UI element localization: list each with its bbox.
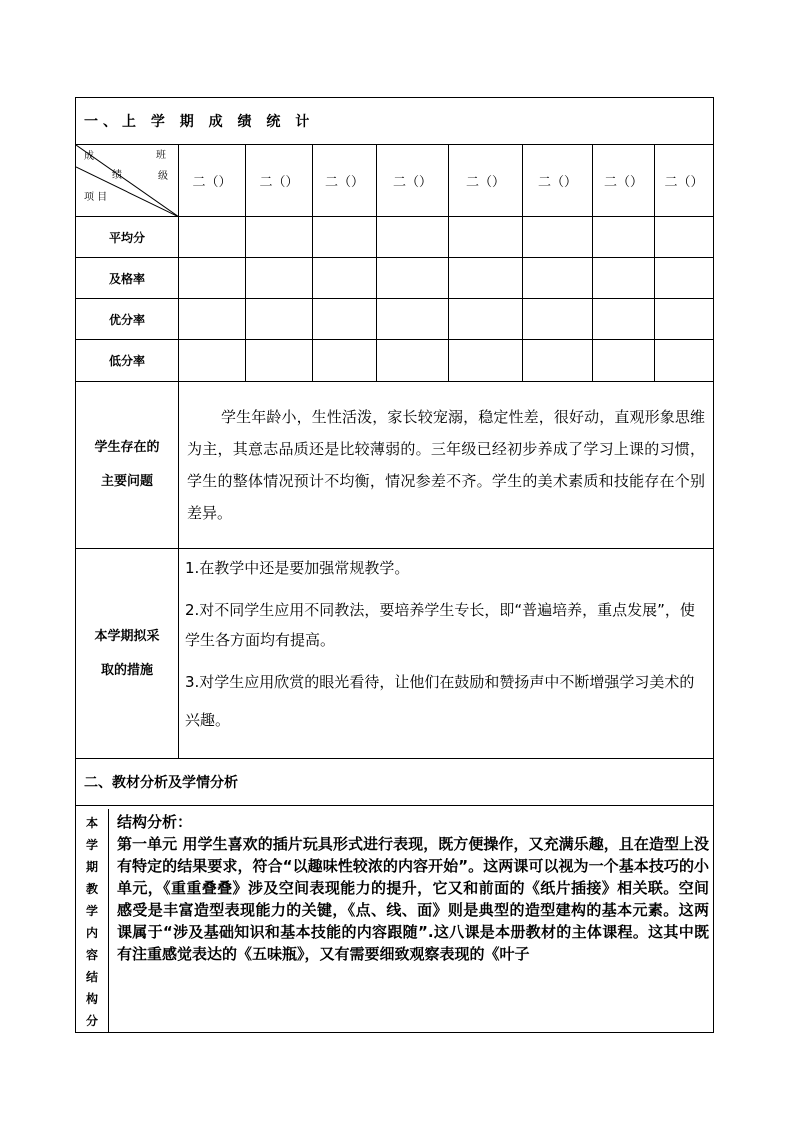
stat-cell[interactable]: [449, 258, 523, 299]
side-char: 期: [85, 860, 98, 874]
problems-label-line1: 学生存在的: [94, 440, 160, 455]
stat-cell[interactable]: [246, 258, 313, 299]
stat-cell[interactable]: [523, 217, 593, 258]
stat-label-excellent-rate: 优分率: [76, 299, 179, 340]
stat-cell[interactable]: [179, 299, 246, 340]
side-char: 容: [85, 948, 98, 962]
corner-label-ji2: 级: [158, 171, 168, 182]
stat-cell[interactable]: [246, 217, 313, 258]
stat-row: [76, 258, 714, 299]
stat-cell[interactable]: [179, 340, 246, 382]
stat-cell[interactable]: [313, 299, 377, 340]
stat-label-low-rate: 低分率: [76, 340, 179, 382]
class-header: 二（）: [377, 145, 449, 217]
class-header-row: [76, 145, 714, 217]
class-header: 二（）: [523, 145, 593, 217]
stat-cell[interactable]: [377, 258, 449, 299]
measures-list: [179, 549, 714, 759]
corner-label-cheng: 成: [84, 151, 94, 162]
side-char: 学: [85, 904, 98, 918]
stat-label-average: 平均分: [76, 217, 179, 258]
stat-cell[interactable]: [655, 217, 714, 258]
stat-cell[interactable]: [593, 258, 655, 299]
structure-heading: 结构分析：: [117, 813, 193, 831]
stat-cell[interactable]: [449, 340, 523, 382]
stat-cell[interactable]: [593, 217, 655, 258]
measures-label-line1: 本学期拟采: [94, 628, 160, 644]
problems-text: 学生年龄小，生性活泼，家长较宠溺，稳定性差，很好动，直观形象思维为主，其意志品质还是比较薄弱的。三年级已经初步养成了学习上课的习惯，学生的整体情况预计不均衡，情况参差不齐。学生的美术素质和技能存在个别差异。: [179, 382, 714, 549]
stat-cell[interactable]: [655, 340, 714, 382]
side-char: 学: [85, 838, 98, 852]
structure-side-label-cell: [76, 806, 714, 1033]
structure-text: 第一单元 用学生喜欢的插片玩具形式进行表现，既方便操作，又充满乐趣，且在造型上没有特定的结果要求，符合“以趣味性较浓的内容开始”。这两课可以视为一个基本技巧的小单元，《重重叠叠》涉及空间表现能力的提升，它又和前面的《纸片插接》相关联。空间感受是丰富造型表现能力的关键，《点、线、面》则是典型的造型建构的基本元素。这两课属于“涉及基础知识和基本技能的内容跟随”.这八课是本册教材的主体课程。这其中既有注重感觉表达的《五味瓶》，又有需要细致观察表现的《叶子: [117, 835, 710, 963]
stat-row: [76, 299, 714, 340]
stat-cell[interactable]: [246, 299, 313, 340]
side-char: 分: [85, 1014, 98, 1028]
stat-label-pass-rate: 及格率: [76, 258, 179, 299]
class-header: 二（）: [593, 145, 655, 217]
measure-item: 3.对学生应用欣赏的眼光看待，让他们在鼓励和赞扬声中不断增强学习美术的兴趣。: [185, 673, 695, 729]
measure-item: 1.在教学中还是要加强常规教学。: [185, 559, 410, 577]
stat-cell[interactable]: [523, 258, 593, 299]
measures-label-line2: 取的措施: [100, 662, 153, 678]
corner-label-ban: 班: [156, 150, 166, 161]
stat-cell[interactable]: [449, 299, 523, 340]
side-char: 教: [85, 882, 98, 896]
section1-title: 一、上 学 期 成 绩 统 计: [76, 98, 714, 145]
structure-side-inner: [76, 809, 713, 1032]
section2-title: 二、教材分析及学情分析: [76, 759, 714, 806]
side-char: 构: [85, 992, 98, 1006]
stat-cell[interactable]: [523, 340, 593, 382]
stat-cell[interactable]: [246, 340, 313, 382]
stat-row: [76, 217, 714, 258]
structure-row: [76, 806, 714, 1033]
corner-label-ji: 绩: [112, 170, 122, 181]
structure-side-label: [76, 809, 109, 1032]
section2-row: [76, 759, 714, 806]
side-char: 内: [85, 926, 98, 940]
stat-cell[interactable]: [377, 217, 449, 258]
class-header: 二（）: [246, 145, 313, 217]
stat-cell[interactable]: [523, 299, 593, 340]
stat-cell[interactable]: [655, 258, 714, 299]
class-header: 二（）: [449, 145, 523, 217]
stat-cell[interactable]: [377, 340, 449, 382]
corner-label-xiangmu: 项 目: [84, 192, 108, 203]
class-header: 二（）: [655, 145, 714, 217]
diagonal-header-cell: [76, 145, 179, 217]
side-char: 本: [85, 816, 98, 830]
problems-label-line2: 主要问题: [100, 474, 153, 489]
stat-cell[interactable]: [655, 299, 714, 340]
stat-cell[interactable]: [377, 299, 449, 340]
stat-cell[interactable]: [449, 217, 523, 258]
problems-row: [76, 382, 714, 549]
stat-cell[interactable]: [313, 258, 377, 299]
problems-label: [76, 382, 179, 549]
stat-cell[interactable]: [313, 217, 377, 258]
structure-content: [109, 809, 714, 1032]
section1-row: [76, 98, 714, 145]
stat-cell[interactable]: [593, 299, 655, 340]
stat-cell[interactable]: [593, 340, 655, 382]
stat-cell[interactable]: [313, 340, 377, 382]
measures-label: [76, 549, 179, 759]
stat-cell[interactable]: [179, 217, 246, 258]
stat-row: [76, 340, 714, 382]
side-char: 结: [85, 970, 98, 984]
measure-item: 2.对不同学生应用不同教法，要培养学生专长，即“普遍培养，重点发展”，使学生各方面均有提高。: [185, 601, 695, 649]
class-header: 二（）: [179, 145, 246, 217]
measures-row: [76, 549, 714, 759]
class-header: 二（）: [313, 145, 377, 217]
stat-cell[interactable]: [179, 258, 246, 299]
plan-table: [75, 97, 714, 1033]
